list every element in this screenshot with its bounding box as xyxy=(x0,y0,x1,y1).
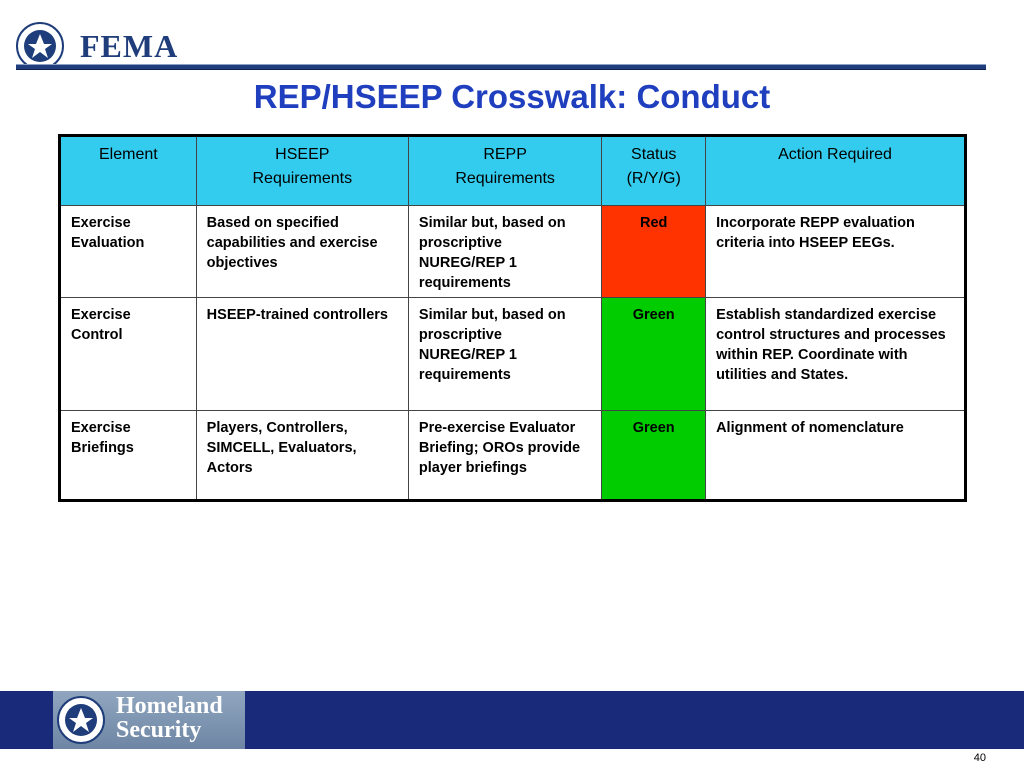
crosswalk-table xyxy=(58,134,967,502)
cell-repp: Pre-exercise Evaluator Briefing; OROs provide player briefings xyxy=(408,411,601,501)
homeland-security-wordmark xyxy=(116,694,223,742)
cell-repp: Similar but, based on proscriptive NUREG/REP 1 requirements xyxy=(408,298,601,411)
cell-status: Red xyxy=(602,206,706,298)
cell-action: Alignment of nomenclature xyxy=(706,411,966,501)
slide-title: REP/HSEEP Crosswalk: Conduct xyxy=(253,78,771,115)
cell-action: Incorporate REPP evaluation criteria into HSEEP EEGs. xyxy=(706,206,966,298)
table-row xyxy=(60,411,966,501)
table-header-row xyxy=(60,136,966,206)
cell-element: Exercise Control xyxy=(60,298,197,411)
cell-repp: Similar but, based on proscriptive NUREG/REP 1 requirements xyxy=(408,206,601,298)
cell-action: Establish standardized exercise control structures and processes within REP. Coordinate with utilities and States. xyxy=(706,298,966,411)
cell-element: Exercise Evaluation xyxy=(60,206,197,298)
column-header-element: Element xyxy=(60,136,197,206)
column-header-repp: REPP Requirements xyxy=(408,136,601,206)
logo-line-2: Security xyxy=(116,717,202,743)
cell-status: Green xyxy=(602,411,706,501)
column-header-hseep: HSEEP Requirements xyxy=(196,136,408,206)
fema-wordmark: FEMA xyxy=(80,28,179,64)
dhs-seal-icon xyxy=(57,696,105,744)
column-header-action: Action Required xyxy=(706,136,966,206)
table-row xyxy=(60,206,966,298)
cell-hseep: Based on specified capabilities and exercise objectives xyxy=(196,206,408,298)
page-number: 40 xyxy=(973,752,986,764)
table-row xyxy=(60,298,966,411)
header-rule xyxy=(16,64,986,70)
column-header-status: Status (R/Y/G) xyxy=(602,136,706,206)
cell-hseep: Players, Controllers, SIMCELL, Evaluators, Actors xyxy=(196,411,408,501)
cell-element: Exercise Briefings xyxy=(60,411,197,501)
cell-hseep: HSEEP-trained controllers xyxy=(196,298,408,411)
cell-status: Green xyxy=(602,298,706,411)
logo-line-1: Homeland xyxy=(116,693,223,719)
crosswalk-table-container xyxy=(58,134,967,502)
dhs-seal-icon xyxy=(16,22,64,70)
